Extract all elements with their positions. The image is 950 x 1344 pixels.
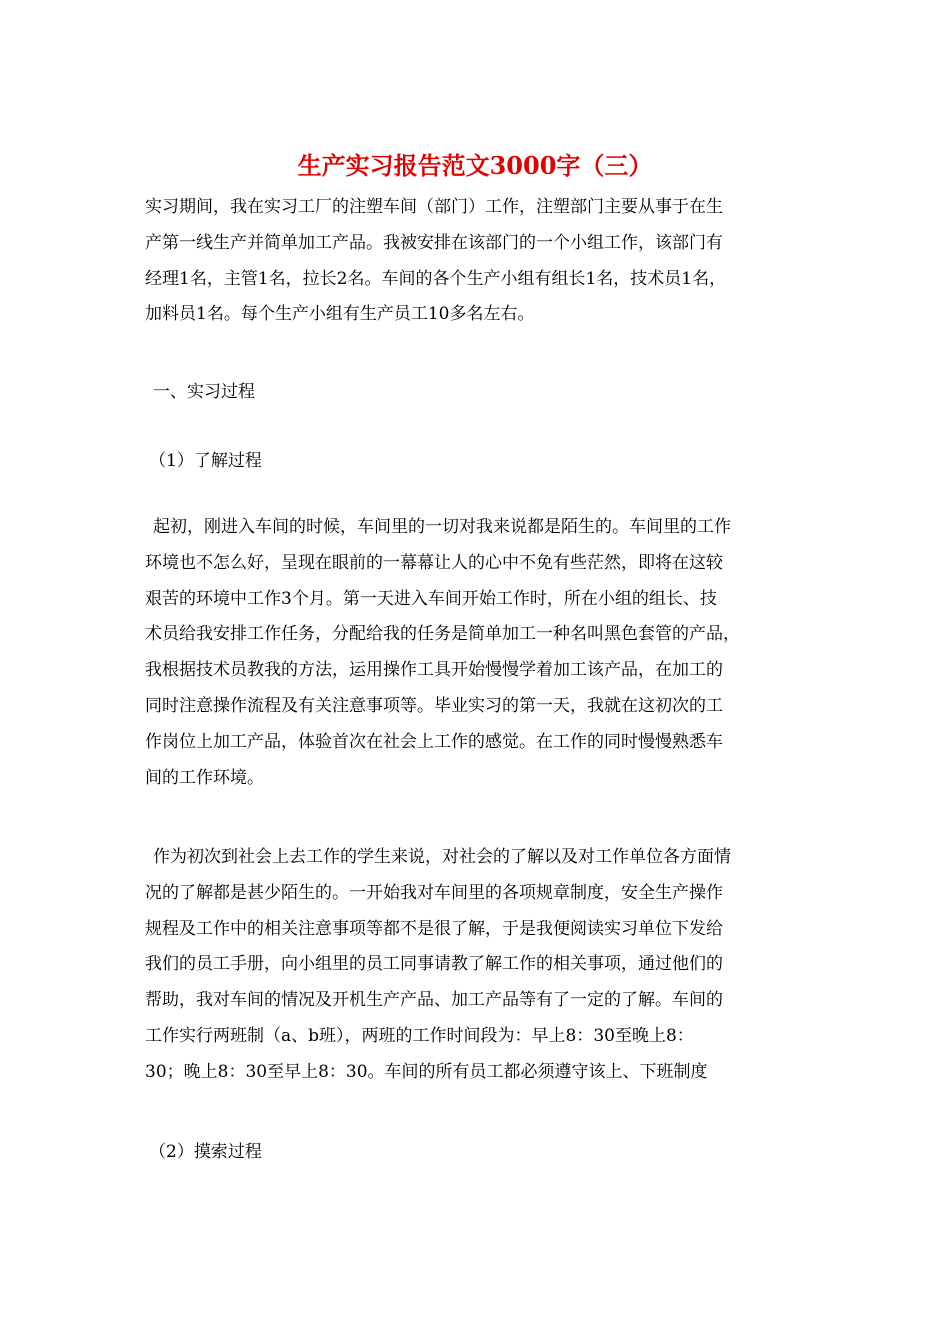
text-line: 经理1名，主管1名，拉长2名。车间的各个生产小组有组长1名，技术员1名， <box>145 268 727 289</box>
text-line: 况的了解都是甚少陌生的。一开始我对车间里的各项规章制度，安全生产操作 <box>145 882 723 903</box>
text-line: 同时注意操作流程及有关注意事项等。毕业实习的第一天，我就在这初次的工 <box>145 695 723 716</box>
text-line: 艰苦的环境中工作3个月。第一天进入车间开始工作时，所在小组的组长、技 <box>145 588 717 609</box>
body-paragraph <box>145 840 825 1091</box>
body-paragraph <box>145 510 825 796</box>
text-line: 规程及工作中的相关注意事项等都不是很了解，于是我便阅读实习单位下发给 <box>145 918 723 939</box>
subsection-heading: （2）摸索过程 <box>149 1142 262 1162</box>
subsection-heading: （1）了解过程 <box>149 451 262 471</box>
text-line: 加料员1名。每个生产小组有生产员工10多名左右。 <box>145 304 535 325</box>
text-line: 起初，刚进入车间的时候，车间里的一切对我来说都是陌生的。车间里的工作 <box>153 517 731 537</box>
text-line: 工作实行两班制（a、b班），两班的工作时间段为：早上8：30至晚上8： <box>145 1025 694 1046</box>
text-line: 我们的员工手册，向小组里的员工同事请教了解工作的相关事项，通过他们的 <box>145 954 723 975</box>
text-line: 实习期间，我在实习工厂的注塑车间（部门）工作，注塑部门主要从事于在生 <box>145 197 723 217</box>
text-line: 间的工作环境。 <box>145 767 264 788</box>
text-line: 帮助，我对车间的情况及开机生产产品、加工产品等有了一定的了解。车间的 <box>145 990 723 1011</box>
text-line: 作岗位上加工产品，体验首次在社会上工作的感觉。在工作的同时慢慢熟悉车 <box>145 731 723 752</box>
text-line: 30；晚上8：30至早上8：30。车间的所有员工都必须遵守该上、下班制度 <box>145 1061 708 1082</box>
text-line: 环境也不怎么好，呈现在眼前的一幕幕让人的心中不免有些茫然，即将在这较 <box>145 552 723 573</box>
document-title: 生产实习报告范文3000字（三） <box>297 151 653 180</box>
text-line: 我根据技术员教我的方法，运用操作工具开始慢慢学着加工该产品，在加工的 <box>145 660 723 681</box>
text-line: 产第一线生产并简单加工产品。我被安排在该部门的一个小组工作，该部门有 <box>145 232 723 253</box>
section-heading: 一、实习过程 <box>153 382 255 402</box>
intro-paragraph <box>145 190 825 333</box>
text-line: 作为初次到社会上去工作的学生来说，对社会的了解以及对工作单位各方面情 <box>153 847 731 867</box>
text-line: 术员给我安排工作任务，分配给我的任务是简单加工一种名叫黑色套管的产品， <box>145 624 740 645</box>
